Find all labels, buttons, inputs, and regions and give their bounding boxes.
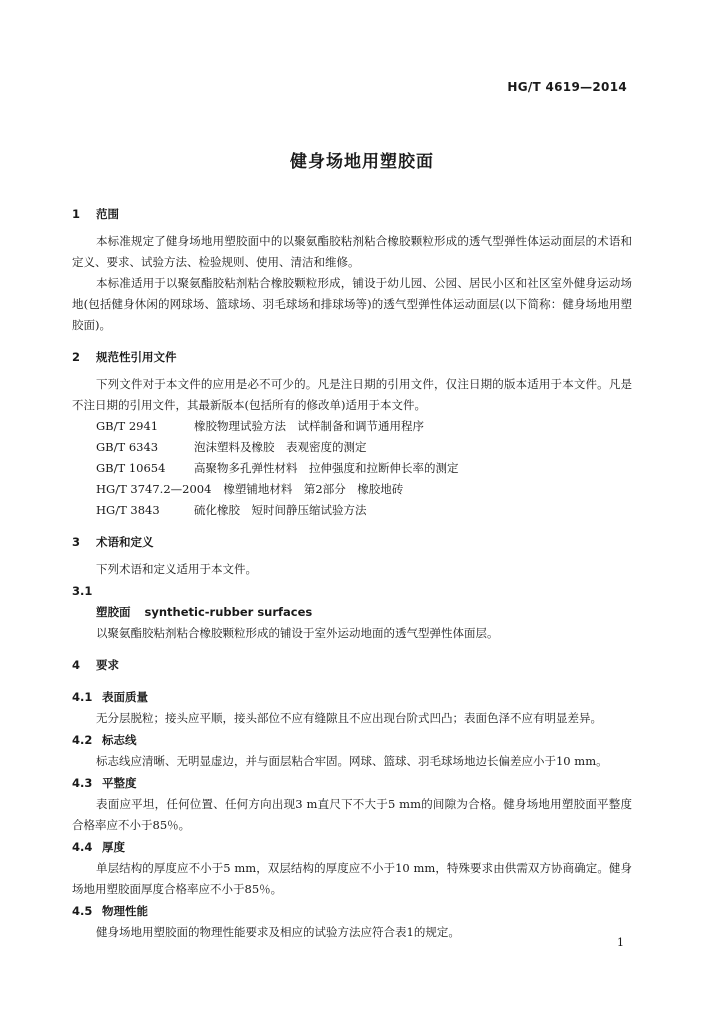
reference-code: GB/T 2941: [96, 419, 159, 433]
paragraph: 健身场地用塑胶面的物理性能要求及相应的试验方法应符合表1的规定。: [96, 925, 460, 939]
section-heading-normative-references: [72, 346, 632, 368]
reference-title: 橡胶物理试验方法 试样制备和调节通用程序: [194, 419, 424, 433]
subsection-number: 4.1: [72, 690, 93, 704]
reference-title: 硫化橡胶 短时间静压缩试验方法: [194, 503, 367, 517]
paragraph: 下列术语和定义适用于本文件。: [96, 562, 257, 576]
section-number: 1: [72, 207, 81, 221]
standard-code: HG/T 4619—2014: [507, 80, 627, 94]
section-number: 3: [72, 535, 81, 549]
page-number: 1: [617, 936, 624, 949]
reference-item: [72, 500, 632, 521]
reference-item: [72, 416, 632, 437]
section-number: 4: [72, 658, 81, 672]
section-heading-requirements: [72, 654, 632, 676]
section-heading-terms: [72, 531, 632, 553]
subsection-number: 4.5: [72, 904, 93, 918]
section-title: 要求: [96, 658, 119, 672]
subsection-title: 厚度: [102, 840, 125, 854]
subsection-title: 标志线: [102, 733, 137, 747]
paragraph: 本标准适用于以聚氨酯胶粘剂粘合橡胶颗粒形成，铺设于幼儿园、公园、居民小区和社区室外健身运动场地(包括健身休闲的网球场、篮球场、羽毛球场和排球场等)的透气型弹性体运动面层(以下简称：健身场地用塑胶面)。: [72, 276, 632, 332]
reference-title: 高聚物多孔弹性材料 拉伸强度和拉断伸长率的测定: [194, 461, 459, 475]
subsection-heading-marking-lines: [72, 729, 632, 751]
subsection-number: 3.1: [72, 584, 93, 598]
subsection-heading-thickness: [72, 836, 632, 858]
section-title: 范围: [96, 207, 119, 221]
reference-title: 泡沫塑料及橡胶 表观密度的测定: [194, 440, 367, 454]
subsection-title: 平整度: [102, 776, 137, 790]
reference-item: [72, 458, 632, 479]
reference-code: GB/T 10654: [96, 461, 166, 475]
paragraph: 下列文件对于本文件的应用是必不可少的。凡是注日期的引用文件，仅注日期的版本适用于本文件。凡是不注日期的引用文件，其最新版本(包括所有的修改单)适用于本文件。: [72, 377, 632, 412]
paragraph: 表面应平坦，任何位置、任何方向出现3 m直尺下不大于5 mm的间隙为合格。健身场地用塑胶面平整度合格率应不小于85％。: [72, 797, 632, 832]
subsection-number: 4.4: [72, 840, 93, 854]
paragraph: 标志线应清晰、无明显虚边，并与面层粘合牢固。网球、篮球、羽毛球场地边长偏差应小于10 mm。: [96, 754, 608, 768]
reference-title: 橡塑铺地材料 第2部分 橡胶地砖: [223, 482, 404, 496]
term-definition: 以聚氨酯胶粘剂粘合橡胶颗粒形成的铺设于室外运动地面的透气型弹性体面层。: [96, 626, 499, 640]
subsection-heading-surface-quality: [72, 686, 632, 708]
subsection-number: 4.3: [72, 776, 93, 790]
reference-code: HG/T 3747.2—2004: [96, 482, 212, 496]
document-title: 健身场地用塑胶面: [290, 152, 434, 172]
term-entry: [72, 602, 632, 623]
subsection-heading-flatness: [72, 772, 632, 794]
term-english: synthetic-rubber surfaces: [144, 605, 313, 619]
subsection-heading-physical-properties: [72, 900, 632, 922]
section-title: 规范性引用文件: [96, 350, 177, 364]
reference-code: HG/T 3843: [96, 503, 160, 517]
paragraph: 单层结构的厚度应不小于5 mm，双层结构的厚度应不小于10 mm，特殊要求由供需双方协商确定。健身场地用塑胶面厚度合格率应不小于85％。: [72, 861, 632, 896]
subsection-title: 物理性能: [102, 904, 148, 918]
reference-code: GB/T 6343: [96, 440, 159, 454]
section-heading-scope: [72, 203, 632, 225]
section-number: 2: [72, 350, 81, 364]
paragraph: 无分层脱粒；接头应平顺，接头部位不应有缝隙且不应出现台阶式凹凸；表面色泽不应有明显差异。: [96, 711, 602, 725]
term-chinese: 塑胶面: [96, 605, 131, 619]
paragraph: 本标准规定了健身场地用塑胶面中的以聚氨酯胶粘剂粘合橡胶颗粒形成的透气型弹性体运动面层的术语和定义、要求、试验方法、检验规则、使用、清洁和维修。: [72, 234, 632, 269]
section-title: 术语和定义: [96, 535, 154, 549]
reference-item: [72, 479, 632, 500]
subsection-number: 4.2: [72, 733, 93, 747]
reference-item: [72, 437, 632, 458]
subsection-title: 表面质量: [102, 690, 148, 704]
document-body: [72, 203, 632, 943]
